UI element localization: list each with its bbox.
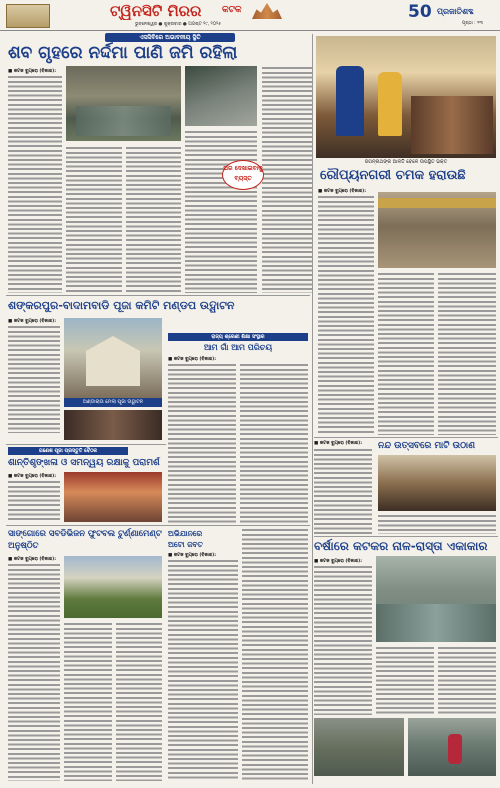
lead-photo-mortuary [66,66,181,141]
page-number: ପୃଷ୍ଠା : ୧୩ [462,21,483,26]
story2-caption-bar [64,398,162,407]
masthead [0,0,500,31]
nanda-photo [378,455,496,511]
right-photo-deities [316,36,496,158]
small-byline: ■ କଟକ ବ୍ୟୁରୋ (ବିକାଶ): [168,553,217,558]
deity-figure [336,66,364,136]
row-rule [314,437,498,438]
masthead-brand: ପ୍ରଜାତିଶବ୍ଦ [437,7,474,16]
story2-caption-text: ଅଣ୍ଡାଚାଉ ମେଲା ପୂଜା ଉଦ୍ଘାଟନ [82,399,144,405]
row-rule [314,536,498,537]
mid-kicker-text: ରାଜ୍ୟ ଶ୍ରେଣୀ ଶିକ୍ଷା ସଂସ୍ଥାର [211,334,265,340]
pandal-structure [86,336,140,386]
football-headline: ସାଙ୍ଗୋରେ ସବଡିଭିଜନ ଫୁଟବଲ ଟୁର୍ଣ୍ଣାମେଣ୍ଟ ଅନୁଷ୍ଠିତ [8,529,162,551]
mid-body-col3 [240,363,308,523]
story2-body-col1 [8,325,60,433]
mid-byline: ■ କଟକ ବ୍ୟୁରୋ (ବିକାଶ): [168,357,217,362]
lead-callout [222,160,264,190]
ganesh-body-col1 [8,480,60,520]
lead-photo-hall [185,66,257,126]
right-byline: ■ କଟକ ବ୍ୟୁରୋ (ବିକାଶ): [318,189,367,194]
lead-body-col2 [66,146,122,293]
lead-headline: ଶବ ଗୃହରେ ନର୍ଦ୍ଦମା ପାଣି ଜମି ରହିଲା [8,43,238,63]
lead-kicker-text: ଏସସିବିରେ ଅଭାବନୀୟ ସ୍ଥିତି [139,34,201,41]
story2-headline: ଶଙ୍କରପୁର-ବାଦାମବାଡି ପୂଜା କମିଟି ମଣ୍ଡପ ଉଦ୍ଘାଟନ [8,299,235,312]
right-body-col3 [438,272,496,435]
right-body-col1 [318,195,374,435]
rain-headline: ବର୍ଷାରେ କଟକର ନାଳ-ରାସ୍ତା ଏକାକାର [314,539,488,553]
small-headline-line1: ଅଭିଯାନରେ [168,529,203,538]
rain-photo-bottom-left [314,718,404,776]
right-body-col2 [378,272,434,435]
masthead-city: କଟକ [222,5,242,15]
nanda-headline: ନନ୍ଦ ଉତ୍ସବରେ ମାଟି ଉଠାଣ [378,441,476,451]
masthead-dateline: ଭୁବନେଶ୍ୱର ● ଶୁକ୍ରବାର ● ଅଗଷ୍ଟ ୨୯, ୨୦୨୫ [135,22,222,27]
row-rule [6,525,310,526]
anniversary-mark: 50 [408,2,432,22]
temple-icon [252,3,282,19]
football-byline: ■ କଟକ ବ୍ୟୁରୋ (ବିକାଶ): [8,557,57,562]
lead-byline: ■ କଟକ ବ୍ୟୁରୋ (ବିକାଶ): [8,69,57,74]
corner-ornament-icon [6,4,50,28]
banner-strip [378,198,496,208]
row-rule [6,295,310,296]
right-headline: ରୌପ୍ୟନଗରୀ ଚମକ ହରାଉଛି [320,168,466,183]
ganesh-kicker-text: ଗଣେଶ ପୂଜା ପ୍ରସ୍ତୁତି ବୈଠକ [38,448,98,454]
lead-callout-text: ଘର ଦେଖାଇବାକୁ ବ୍ୟସ୍ତ [223,165,263,182]
story2-photo-pandal [64,318,162,398]
nanda-body-col1 [314,448,372,516]
right-photo-meeting [378,192,496,268]
nanda-body-col2 [314,517,372,535]
story2-photo-group [64,410,162,440]
flood-water [376,604,496,642]
mid-body-col2 [168,363,236,523]
football-body-col2 [64,622,112,781]
ganesh-byline: ■ କଟକ ବ୍ୟୁରୋ (ବିକାଶ): [8,474,57,479]
ganesh-kicker [8,447,128,455]
rain-body-col2 [376,646,434,716]
lead-kicker [105,33,235,42]
column-rule [312,34,313,784]
deity-figure [378,72,402,136]
crowd-silhouette [411,96,493,154]
ganesh-photo [64,472,162,522]
lead-body-col4 [185,130,257,293]
ganesh-headline: ଶାନ୍ତିଶୃଙ୍ଖଳା ଓ ସମନ୍ୱୟ ରକ୍ଷାକୁ ପରାମର୍ଶ [8,458,160,468]
nanda-body-col3 [378,514,496,534]
photo-water-patch [76,106,171,136]
small-body-col1 [168,559,238,781]
mid-headline: ଆମ ଗାଁ ଆମ ପରିଚୟ [203,343,273,352]
small-body-col2 [242,528,308,781]
lead-body-col3 [126,146,181,293]
lead-body-col5 [262,66,312,293]
rain-photo-street [376,556,496,642]
rain-body-col1 [314,565,372,715]
rain-photo-bottom-right [408,718,496,776]
mid-kicker [168,333,308,341]
football-body-col3 [116,622,162,781]
masthead-title: ଟ୍ୱିନସିଟି ମିରର [110,2,202,20]
row-rule [6,444,166,445]
scooter-rider [448,734,462,764]
story2-byline: ■ କଟକ ବ୍ୟୁରୋ (ବିକାଶ): [8,319,57,324]
rain-body-col3 [438,646,496,716]
right-photo-caption: ଜଗନ୍ନାଥଙ୍କ ଆଳତି ବେଳେ ଉପସ୍ଥିତ ଭକ୍ତ [364,159,448,165]
nanda-byline: ■ କଟକ ବ୍ୟୁରୋ (ବିକାଶ): [314,441,363,446]
small-headline-line2: ଅଟୋ ଜବତ [168,540,203,549]
lead-body-col1 [8,75,62,293]
football-body-col1 [8,563,60,781]
football-photo [64,556,162,618]
rain-byline: ■ କଟକ ବ୍ୟୁରୋ (ବିକାଶ): [314,559,363,564]
